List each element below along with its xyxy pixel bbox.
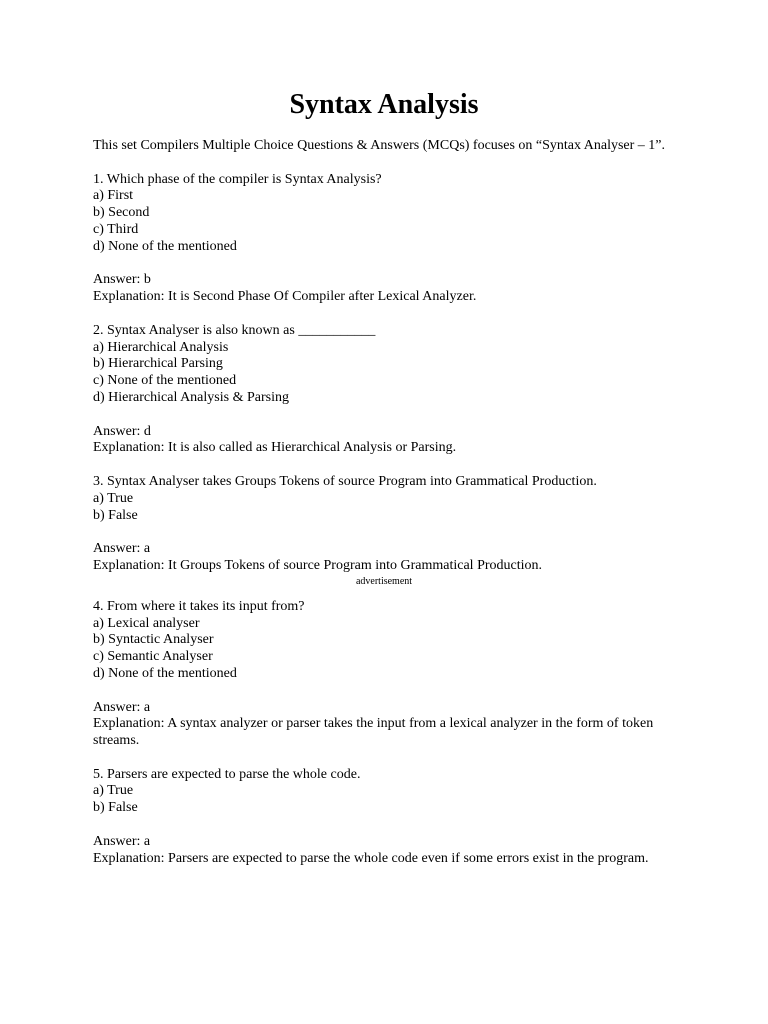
answer-text: Answer: b xyxy=(93,272,151,288)
answer-block xyxy=(93,834,683,868)
option-c: c) Semantic Analyser xyxy=(93,649,213,665)
option-c: c) None of the mentioned xyxy=(93,373,237,389)
option-d: d) Hierarchical Analysis & Parsing xyxy=(93,389,289,405)
option-b: b) False xyxy=(93,507,138,523)
question-text: 3. Syntax Analyser takes Groups Tokens of source Program into Grammatical Production. xyxy=(93,473,597,489)
answer-block xyxy=(93,700,683,750)
answer-block xyxy=(93,541,683,575)
option-a: a) True xyxy=(93,490,134,506)
option-a: a) True xyxy=(93,783,134,799)
option-a: a) Hierarchical Analysis xyxy=(93,339,229,355)
option-d: d) None of the mentioned xyxy=(93,665,237,681)
answer-text: Answer: a xyxy=(93,833,151,849)
option-b: b) Hierarchical Parsing xyxy=(93,356,223,372)
question-4 xyxy=(93,599,683,750)
answer-text: Answer: d xyxy=(93,423,151,439)
question-text: 5. Parsers are expected to parse the whole code. xyxy=(93,766,361,782)
answer-block xyxy=(93,272,683,306)
question-3 xyxy=(93,474,683,575)
explanation-text: Explanation: It Groups Tokens of source Program into Grammatical Production. xyxy=(93,557,543,573)
explanation-text: Explanation: A syntax analyzer or parser takes the input from a lexical analyzer in the form of token streams. xyxy=(93,716,657,749)
explanation-text: Explanation: Parsers are expected to parse the whole code even if some errors exist in the program. xyxy=(93,850,649,866)
document-content xyxy=(93,138,683,867)
option-c: c) Third xyxy=(93,221,139,237)
explanation-text: Explanation: It is also called as Hierarchical Analysis or Parsing. xyxy=(93,440,457,456)
question-1 xyxy=(93,172,683,306)
question-5 xyxy=(93,767,683,868)
answer-block xyxy=(93,424,683,458)
option-a: a) First xyxy=(93,188,134,204)
option-b: b) Syntactic Analyser xyxy=(93,632,214,648)
option-d: d) None of the mentioned xyxy=(93,238,237,254)
question-text: 1. Which phase of the compiler is Syntax Analysis? xyxy=(93,171,382,187)
question-2 xyxy=(93,323,683,457)
page-title: Syntax Analysis xyxy=(289,89,479,120)
answer-text: Answer: a xyxy=(93,699,151,715)
advertisement-label: advertisement xyxy=(355,575,413,587)
option-a: a) Lexical analyser xyxy=(93,615,200,631)
intro-paragraph: This set Compilers Multiple Choice Questions & Answers (MCQs) focuses on “Syntax Analyser – 1”. xyxy=(93,138,665,153)
question-text: 2. Syntax Analyser is also known as ___________ xyxy=(93,322,376,338)
explanation-text: Explanation: It is Second Phase Of Compiler after Lexical Analyzer. xyxy=(93,289,477,305)
option-b: b) False xyxy=(93,800,138,816)
answer-text: Answer: a xyxy=(93,541,151,557)
question-text: 4. From where it takes its input from? xyxy=(93,598,305,614)
option-b: b) Second xyxy=(93,205,150,221)
